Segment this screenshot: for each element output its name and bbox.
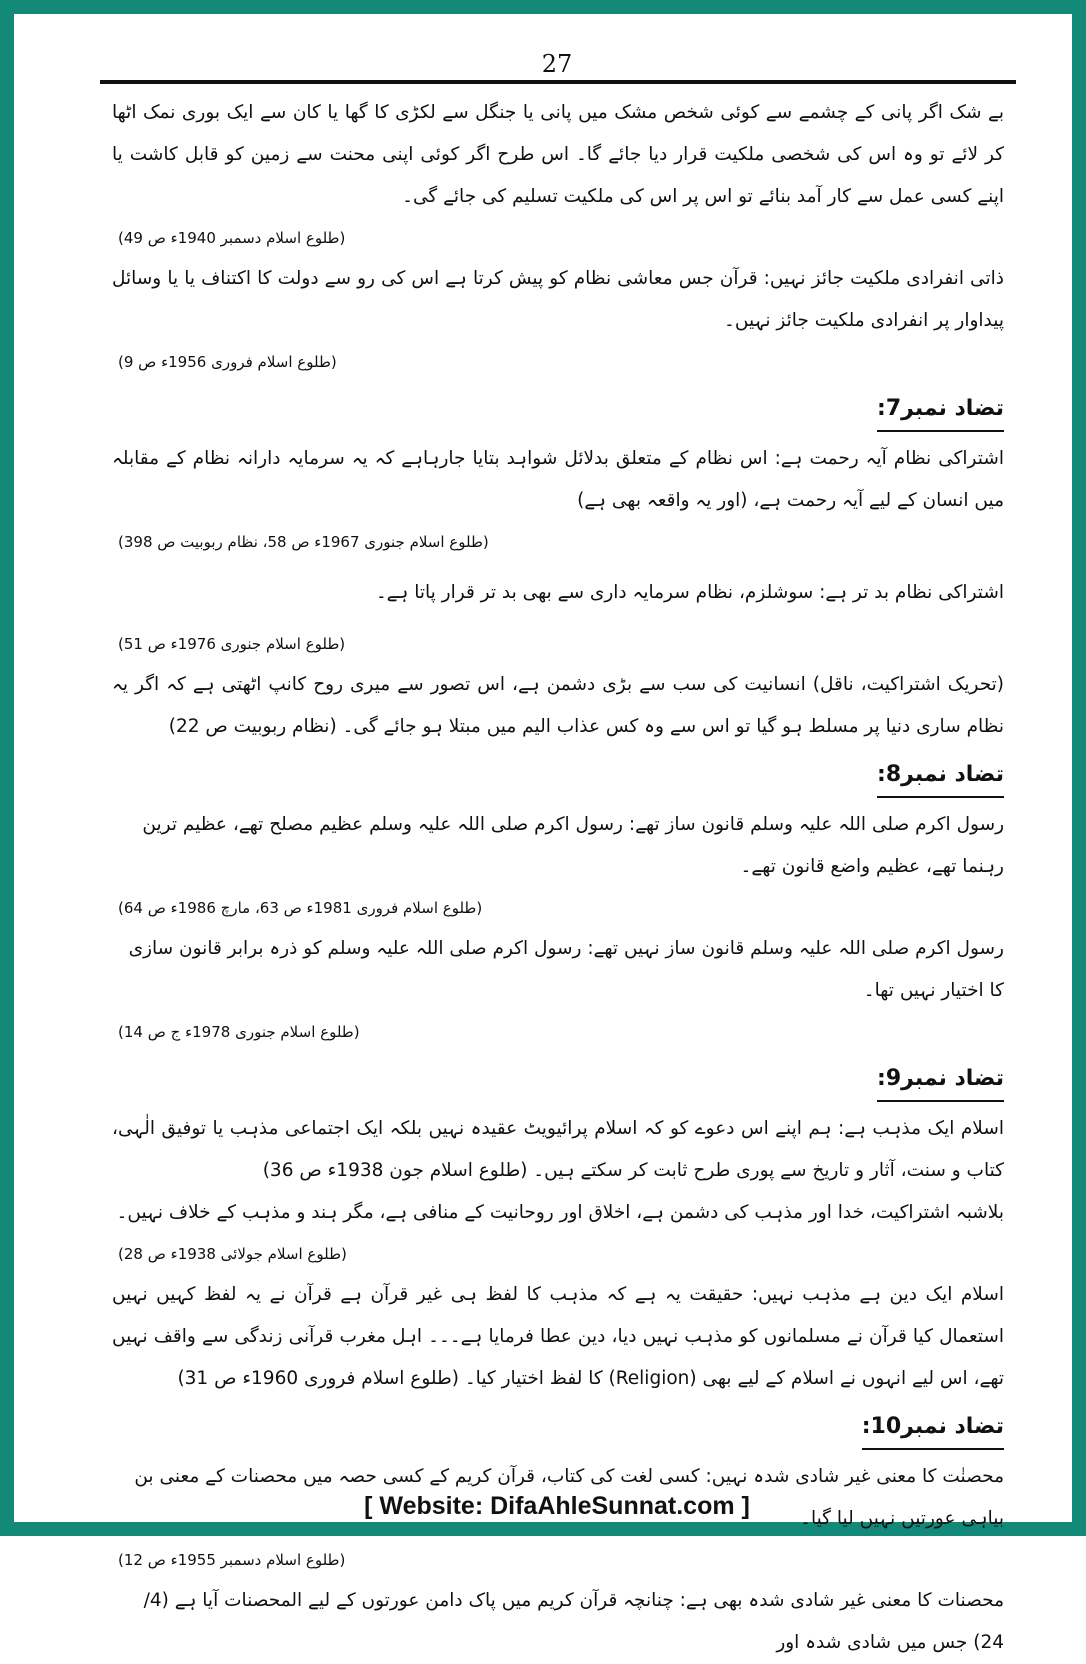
- reference-6: (طلوع اسلام فروری 1981ء ص 63، مارچ 1986ء ص 64): [118, 899, 483, 917]
- paragraph-7: رسول اکرم صلی اللہ علیہ وسلم قانون ساز نہیں تھے: رسول اکرم صلی اللہ علیہ وسلم کو ذرہ برابر قانون سازی کا اختیار نہیں تھا۔: [128, 938, 1004, 1001]
- reference-1: (طلوع اسلام دسمبر 1940ء ص 49): [118, 229, 346, 247]
- paragraph-8: اسلام ایک مذہب ہے: ہم اپنے اس دعوے کو کہ اسلام پرائیویٹ عقیدہ نہیں بلکہ ایک اجتماعی مذہب یا توفیق الٰہی، کتاب و سنت، آثار و تاریخ سے پوری طرح ثابت کر سکتے ہیں۔ (طلوع اسلام جون 1938ء ص 36): [112, 1118, 1004, 1181]
- heading-contradiction-8: تضاد نمبر8:: [877, 756, 1004, 798]
- paragraph-1: بے شک اگر پانی کے چشمے سے کوئی شخص مشک میں پانی یا جنگل سے لکڑی کا گھا یا کان سے ایک بوری نمک اٹھا کر لائے تو وہ اس کی شخصی ملکیت قرار دیا جائے گا۔ اس طرح اگر کوئی اپنی محنت سے زمین کو قابل کاشت یا اپنے کسی عمل سے کار آمد بنائے تو اس پر اس کی ملکیت تسلیم کی جائے گی۔: [112, 102, 1004, 207]
- reference-3: (طلوع اسلام جنوری 1967ء ص 58، نظام ربوبیت ص 398): [118, 533, 489, 551]
- website-footer: [ Website: DifaAhleSunnat.com ]: [364, 1492, 750, 1520]
- reference-7: (طلوع اسلام جنوری 1978ء ج ص 14): [118, 1023, 360, 1041]
- heading-contradiction-10: تضاد نمبر10:: [862, 1408, 1004, 1450]
- paragraph-12: محصنات کا معنی غیر شادی شدہ بھی ہے: چنانچہ قرآن کریم میں پاک دامن عورتوں کے لیے المحصنات آیا ہے (4/ 24) جس میں شادی شدہ اور: [143, 1590, 1004, 1653]
- paragraph-4: اشتراکی نظام بد تر ہے: سوشلزم، نظام سرمایہ داری سے بھی بد تر قرار پاتا ہے۔: [375, 582, 1004, 603]
- reference-2: (طلوع اسلام فروری 1956ء ص 9): [118, 353, 337, 371]
- paragraph-11: محصنٰت کا معنی غیر شادی شدہ نہیں: کسی لغت کی کتاب، قرآن کریم کے کسی حصہ میں محصنات کے معنی بن بیاہی عورتیں نہیں لیا گیا۔: [134, 1466, 1004, 1529]
- page-body: [112, 92, 1004, 1664]
- paragraph-2: ذاتی انفرادی ملکیت جائز نہیں: قرآن جس معاشی نظام کو پیش کرتا ہے اس کی رو سے دولت کا اکتناف یا یا وسائل پیداوار پر انفرادی ملکیت جائز نہیں۔: [112, 268, 1004, 331]
- page-number: 27: [541, 50, 573, 78]
- reference-9: (طلوع اسلام جولائی 1938ء ص 28): [118, 1245, 347, 1263]
- paragraph-5: (تحریک اشتراکیت، ناقل) انسانیت کی سب سے بڑی دشمن ہے، اس تصور سے میری روح کانپ اٹھتی ہے کہ اگر یہ نظام ساری دنیا پر مسلط ہو گیا تو اس سے وہ کس عذاب الیم میں مبتلا ہو جائے گی۔ (نظام ربوبیت ص 22): [112, 674, 1004, 737]
- paragraph-9: بلاشبہ اشتراکیت، خدا اور مذہب کی دشمن ہے، اخلاق اور روحانیت کے منافی ہے، مگر ہند و مذہب کے خلاف نہیں۔: [116, 1202, 1004, 1223]
- reference-4: (طلوع اسلام جنوری 1976ء ص 51): [118, 635, 346, 653]
- paragraph-6: رسول اکرم صلی اللہ علیہ وسلم قانون ساز تھے: رسول اکرم صلی اللہ علیہ وسلم عظیم مصلح تھے، عظیم ترین رہنما تھے، عظیم واضع قانون تھے۔: [142, 814, 1004, 877]
- paragraph-10: اسلام ایک دین ہے مذہب نہیں: حقیقت یہ ہے کہ مذہب کا لفظ ہی غیر قرآن ہے قرآن نے یہ لفظ کہیں نہیں استعمال کیا قرآن نے مسلمانوں کو مذہب نہیں دیا، دین عطا فرمایا ہے۔۔۔ اہل مغرب قرآنی زندگی سے واقف نہیں تھے، اس لیے انہوں نے اسلام کے لیے بھی (Religion) کا لفظ اختیار کیا۔ (طلوع اسلام فروری 1960ء ص 31): [112, 1284, 1004, 1389]
- heading-contradiction-7: تضاد نمبر7:: [877, 390, 1004, 432]
- header-divider: [100, 80, 1016, 84]
- paragraph-3: اشتراکی نظام آیہ رحمت ہے: اس نظام کے متعلق بدلائل شواہد بتایا جارہاہے کہ یہ سرمایہ دارانہ نظام کے مقابلہ میں انسان کے لیے آیہ رحمت ہے، (اور یہ واقعہ بھی ہے): [112, 448, 1004, 511]
- reference-11: (طلوع اسلام دسمبر 1955ء ص 12): [118, 1551, 346, 1569]
- heading-contradiction-9: تضاد نمبر9:: [877, 1060, 1004, 1102]
